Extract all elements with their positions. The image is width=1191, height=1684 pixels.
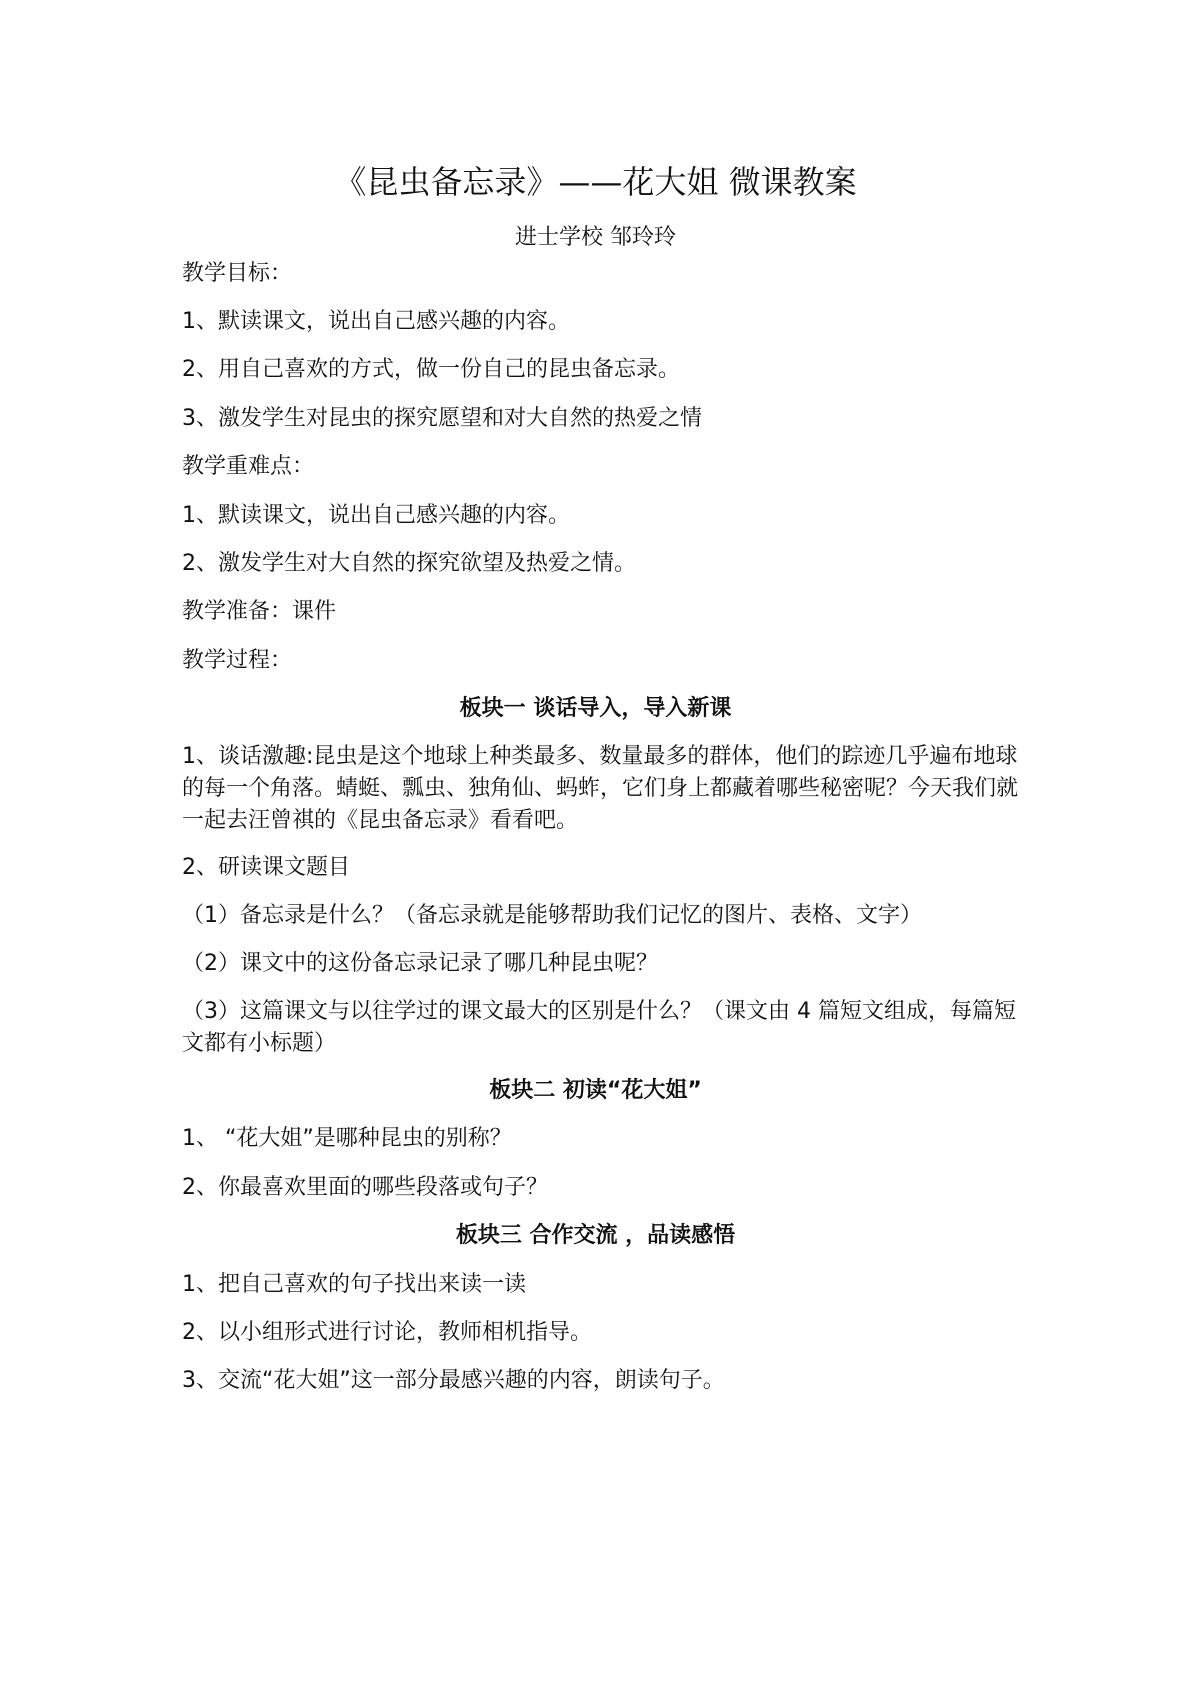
goal-item-1: 1、默读课文，说出自己感兴趣的内容。: [182, 309, 570, 334]
block1-paragraph-2: 2、研读课文题目: [182, 855, 350, 880]
key-point-item-1: 1、默读课文，说出自己感兴趣的内容。: [182, 503, 570, 528]
block3-item-2: 2、以小组形式进行讨论，教师相机指导。: [182, 1320, 592, 1345]
block3-heading: 板块三 合作交流 ，品读感悟: [455, 1223, 736, 1248]
document-title: 《昆虫备忘录》——花大姐 微课教案: [334, 163, 857, 201]
key-point-item-2: 2、激发学生对大自然的探究欲望及热爱之情。: [182, 551, 636, 576]
block1-heading: 板块一 谈话导入，导入新课: [459, 696, 732, 721]
block1-question-2: （2）课文中的这份备忘录记录了哪几种昆虫呢？: [182, 951, 658, 976]
block2-item-1: 1、 “花大姐”是哪种昆虫的别称？: [182, 1126, 512, 1151]
goals-label: 教学目标：: [182, 261, 293, 286]
block3-item-1: 1、把自己喜欢的句子找出来读一读: [182, 1272, 526, 1297]
process-label: 教学过程：: [182, 648, 293, 673]
block2-heading: 板块二 初读“花大姐”: [489, 1078, 702, 1103]
goal-item-3: 3、激发学生对昆虫的探究愿望和对大自然的热爱之情: [182, 406, 702, 431]
block3-item-3: 3、交流“花大姐”这一部分最感兴趣的内容，朗读句子。: [182, 1368, 725, 1393]
key-points-label: 教学重难点：: [182, 454, 315, 479]
block1-question-3: （3）这篇课文与以往学过的课文最大的区别是什么？（课文由 4 篇短文组成，每篇短文都有小标题）: [182, 999, 1016, 1056]
preparation-line: 教学准备：课件: [182, 599, 337, 624]
author-line: 进士学校 邹玲玲: [515, 225, 676, 250]
goal-item-2: 2、用自己喜欢的方式，做一份自己的昆虫备忘录。: [182, 357, 680, 382]
block2-item-2: 2、你最喜欢里面的哪些段落或句子？: [182, 1175, 548, 1200]
block1-paragraph-1: 1、谈话激趣:昆虫是这个地球上种类最多、数量最多的群体，他们的踪迹几乎遍布地球的每一个角落。蜻蜓、瓢虫、独角仙、蚂蚱，它们身上都藏着哪些秘密呢？今天我们就一起去汪曾祺的《昆虫备忘录》看看吧。: [182, 744, 1019, 833]
block1-question-1: （1）备忘录是什么？（备忘录就是能够帮助我们记忆的图片、表格、文字）: [182, 903, 922, 928]
